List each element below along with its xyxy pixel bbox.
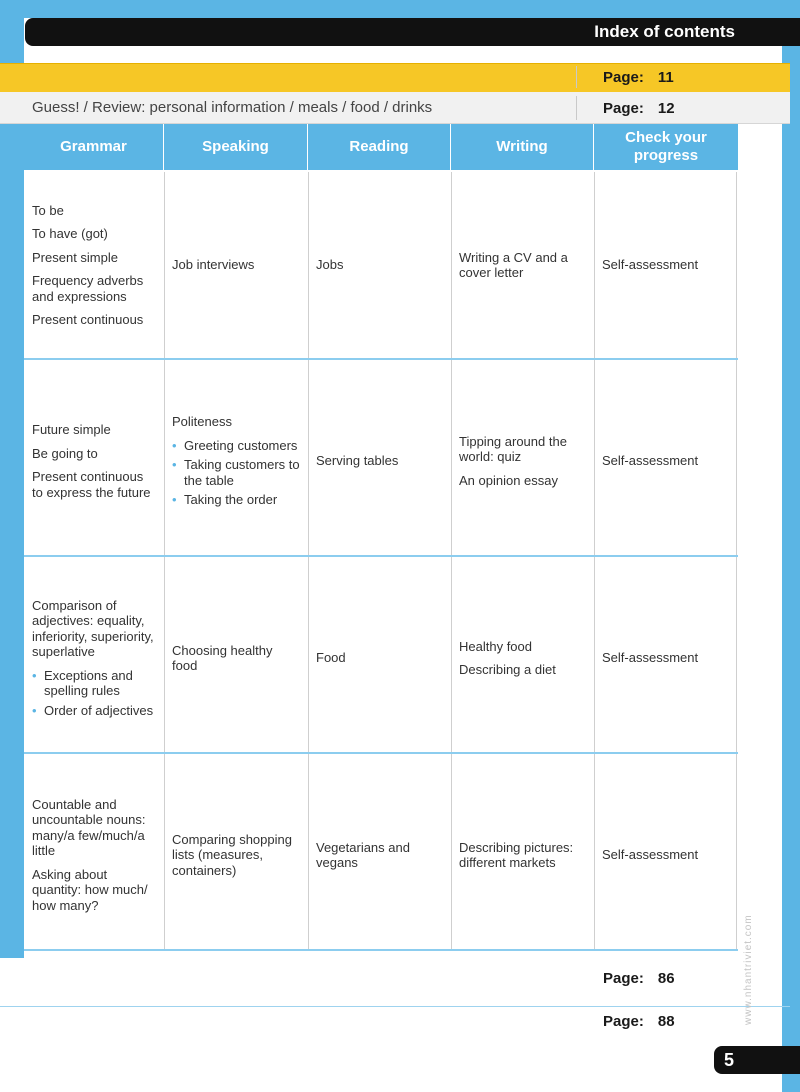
table-row	[24, 368, 738, 554]
bullet-item: • Taking customers to the table	[172, 457, 300, 488]
grammar-item: Present continuous	[32, 312, 144, 327]
grammar-cell	[24, 565, 164, 751]
table-row	[24, 762, 738, 948]
column-header-writing: Writing	[451, 124, 594, 170]
reading-cell	[308, 172, 451, 358]
row-divider	[24, 949, 738, 951]
grammar-item: Frequency adverbs and expressions	[32, 273, 144, 304]
reading-item: Serving tables	[316, 453, 399, 469]
speaking-bullet-list	[172, 434, 300, 512]
left-color-band	[0, 0, 24, 958]
progress-item: Self-assessment	[602, 257, 699, 273]
progress-item: Self-assessment	[602, 847, 699, 863]
right-color-band	[782, 0, 800, 1092]
column-header-progress: Check your progress	[625, 129, 707, 164]
footer-page-ref	[603, 970, 675, 987]
grammar-item: To have (got)	[32, 226, 108, 241]
review-text: Guess! / Review: personal information / meals / food / drinks	[32, 99, 433, 116]
reading-cell	[308, 762, 451, 948]
speaking-cell	[164, 172, 308, 358]
progress-item: Self-assessment	[602, 650, 699, 666]
unit-bar-divider	[576, 66, 577, 88]
column-header-grammar: Grammar	[24, 124, 164, 170]
writing-item: Tipping around the world: quiz	[459, 433, 567, 465]
progress-item: Self-assessment	[602, 453, 699, 469]
writing-item: Healthy food	[459, 638, 532, 654]
grammar-cell	[24, 172, 164, 358]
writing-cell	[451, 368, 594, 554]
bullet-item: • Greeting customers	[172, 438, 300, 454]
review-divider	[576, 96, 577, 120]
speaking-cell	[164, 762, 308, 948]
grammar-item: Countable and uncountable nouns: many/a few/much/a little	[32, 796, 146, 859]
grammar-bullet-list	[32, 664, 156, 723]
index-header	[25, 18, 800, 46]
footer-page-ref	[603, 1013, 675, 1030]
reading-cell	[308, 565, 451, 751]
progress-cell	[594, 368, 738, 554]
table-row	[24, 172, 738, 358]
page-title: Index of contents	[594, 22, 735, 41]
page-label: Page:	[603, 970, 644, 987]
page-number-badge	[714, 1046, 800, 1074]
grammar-item: Be going to	[32, 445, 98, 461]
writing-item: Writing a CV and a cover letter	[459, 249, 568, 280]
grammar-item: Future simple	[32, 422, 111, 437]
page-label: Page:	[603, 100, 644, 117]
writing-item: Describing a diet	[459, 662, 556, 677]
unit-page-ref	[603, 69, 674, 86]
row-divider	[24, 555, 738, 557]
speaking-item: Choosing healthy food	[172, 642, 273, 673]
review-page-ref	[603, 100, 675, 117]
bullet-item: • Order of adjectives	[32, 703, 156, 719]
reading-item: Jobs	[316, 257, 344, 273]
column-header-reading: Reading	[308, 124, 451, 170]
table-row	[24, 565, 738, 751]
reading-item: Food	[316, 650, 346, 666]
speaking-item: Politeness	[172, 414, 232, 430]
grammar-cell	[24, 368, 164, 554]
row-divider	[24, 358, 738, 360]
speaking-cell	[164, 368, 308, 554]
page-number: 12	[657, 100, 675, 117]
grammar-item: Asking about quantity: how much/ how many?	[32, 866, 148, 913]
bullet-item: • Taking the order	[172, 492, 300, 508]
writing-cell	[451, 762, 594, 948]
page-number: 86	[657, 970, 675, 987]
grammar-cell	[24, 762, 164, 948]
grammar-item: To be	[32, 202, 64, 218]
writing-cell	[451, 565, 594, 751]
writing-item: Describing pictures: different markets	[459, 839, 574, 870]
reading-cell	[308, 368, 451, 554]
top-color-band	[0, 0, 800, 18]
table-header	[24, 124, 738, 170]
bullet-item: • Exceptions and spelling rules	[32, 668, 156, 699]
page-number: 88	[657, 1013, 675, 1030]
footer-divider	[0, 1006, 790, 1007]
progress-cell	[594, 172, 738, 358]
writing-cell	[451, 172, 594, 358]
page-label: Page:	[603, 69, 644, 86]
watermark: www.nhantriviet.com	[743, 914, 754, 1025]
progress-cell	[594, 762, 738, 948]
grammar-item: Present continuous to express the future	[32, 469, 151, 500]
page-number: 11	[657, 69, 674, 86]
speaking-item: Comparing shopping lists (measures, containers)	[172, 831, 292, 878]
grammar-item: Comparison of adjectives: equality, inferiority, superiority, superlative	[32, 597, 154, 660]
page-number: 5	[724, 1049, 735, 1070]
reading-item: Vegetarians and vegans	[316, 839, 410, 870]
writing-item: An opinion essay	[459, 472, 559, 488]
column-header-speaking: Speaking	[164, 124, 308, 170]
grammar-item: Present simple	[32, 249, 118, 265]
speaking-item: Job interviews	[172, 257, 255, 273]
progress-cell	[594, 565, 738, 751]
speaking-cell	[164, 565, 308, 751]
row-divider	[24, 752, 738, 754]
page-label: Page:	[603, 1013, 644, 1030]
